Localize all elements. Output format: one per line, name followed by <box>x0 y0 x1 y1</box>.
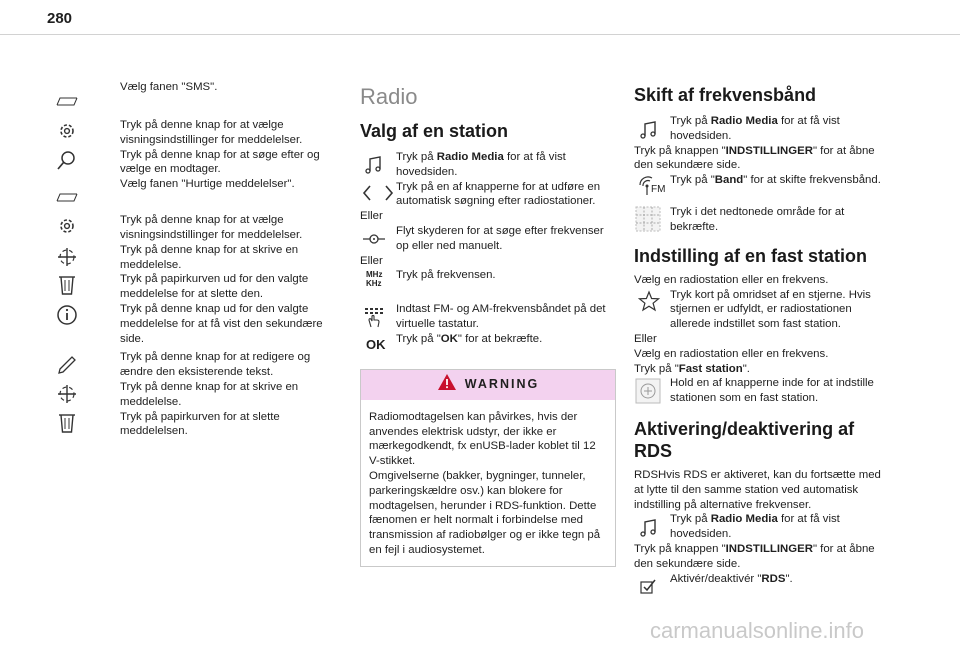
star-icon <box>638 290 660 312</box>
list-item: Indtast FM- og AM-frekvensbåndet på det virtuelle tastatur. <box>360 302 616 332</box>
list-item: Tryk på papirkurven for at slette meddelelsen. <box>87 410 335 440</box>
heading-station-select: Valg af en station <box>360 121 509 141</box>
list-item: Vælg fanen "SMS". <box>87 80 335 110</box>
warning-triangle-icon <box>437 373 457 396</box>
column-band: Skift af frekvensbånd Tryk på Radio Media for at få vist hovedsiden. Tryk på knappen "INDSTILLINGER" for at åbne den sekundære side. FM Tryk på "Band" for at skifte frekvensbånd. Tryk i det nedtonede område for at bekræfte. Indstilling af en fast station Vælg en radiostation eller en frekvens. Tryk kort på omridset af en stjerne. Hvis stjernen er udfyldt, er radiostationen allerede indstillet som fast station. Eller Vælg en radiostation eller en frekvens. Tryk på "Fast station". Hold en af knapperne inde for at indstille stationen som en fast station. Aktivering/deaktivering af RDS RDSHvis RDS er aktiveret, kan du fortsætte med at lytte til den samme station ved automatisk indstilling på alternative frekvenser. Tryk på Radio Media for at få vist hovedsiden. Tryk på knappen "INDSTILLINGER" for at åbne den sekundære side. Aktivér/deaktivér "RDS". <box>634 80 892 598</box>
or-text: Eller <box>360 210 383 223</box>
list-item: Tryk på en af knapperne for at udføre en automatisk søgning efter radiostationer. <box>360 180 616 210</box>
trash-icon <box>56 274 78 296</box>
list-item: Tryk i det nedtonede område for at bekræfte. <box>634 205 892 235</box>
ok-icon: OK <box>366 336 386 352</box>
list-item: Tryk på Radio Media for at få vist hovedsiden. <box>634 512 892 542</box>
list-item: Tryk på denne knap ud for den valgte meddelelse for at få vist den sekundære side. <box>87 302 335 346</box>
mhz-khz-icon: MHz KHz <box>366 270 383 289</box>
add-preset-icon <box>635 378 661 404</box>
keypad-icon <box>363 306 385 328</box>
trash-icon <box>56 412 78 434</box>
list-item: Tryk på denne knap for at vælge visningsindstillinger for meddelelser. <box>87 213 335 243</box>
list-item: Tryk på Radio Media for at få vist hovedsiden. <box>360 150 616 180</box>
warning-box <box>360 369 616 567</box>
list-item: OK Tryk på "OK" for at bekræfte. <box>366 332 543 352</box>
radio-band-icon: FM <box>637 175 667 197</box>
section-title-radio: Radio <box>360 84 418 109</box>
list-item: Aktivér/deaktivér "RDS". <box>634 572 892 598</box>
write-icon <box>56 383 78 405</box>
list-item: Tryk på papirkurven ud for den valgte meddelelse for at slette den. <box>87 272 335 302</box>
warning-body: Radiomodtagelsen kan påvirkes, hvis der anvendes elektrisk udstyr, der ikke er mærkegodkendt, fx enUSB-lader koblet til 12 V-stikket. Omgivelserne (bakker, bygninger, tunneler, parkeringskældre osv.) kan blokere for modtagelsen, herunder i RDS-funktion. Dette fænomen er helt normalt i forbindelse med transmission af radiobølger og er ikke tegn på en fejl i audiosystemet. <box>369 410 601 556</box>
list-item: Tryk på denne knap for at søge efter og vælge en modtager. <box>87 148 335 178</box>
list-item: MHz KHz Tryk på frekvensen. <box>366 269 496 289</box>
info-icon <box>56 304 78 326</box>
warning-title: WARNING <box>464 377 540 392</box>
list-item: FM Tryk på "Band" for at skifte frekvensbånd. <box>634 173 892 203</box>
column-sms <box>87 80 335 439</box>
grid-area-icon <box>635 206 661 232</box>
heading-rds: Aktivering/deaktivering af RDS <box>634 418 855 461</box>
checkbox-icon <box>640 579 656 595</box>
list-item: Flyt skyderen for at søge efter frekvenser op eller ned manuelt. <box>360 224 616 254</box>
gear-icon <box>56 215 78 237</box>
column-radio <box>360 80 616 567</box>
list-item: Tryk på denne knap for at redigere og ændre den eksisterende tekst. <box>87 350 335 380</box>
watermark: carmanualsonline.info <box>650 618 865 643</box>
or-text: Eller <box>360 254 383 267</box>
list-item: Tryk på Radio Media for at få vist hovedsiden. <box>634 114 892 144</box>
search-icon <box>56 149 78 171</box>
list-item: Tryk på denne knap for at vælge visningsindstillinger for meddelelser. <box>87 118 335 148</box>
page-number: 280 <box>47 10 73 27</box>
list-item: Tryk kort på omridset af en stjerne. Hvis stjernen er udfyldt, er radiostationen allerede indstillet som fast station. <box>634 288 892 332</box>
music-note-icon <box>638 517 660 539</box>
music-note-icon <box>363 154 385 176</box>
tab-icon <box>56 182 78 204</box>
warning-header <box>361 370 615 400</box>
slider-icon <box>363 228 385 250</box>
list-item: Tryk på denne knap for at skrive en meddelelse. <box>87 243 335 273</box>
list-item: Hold en af knapperne inde for at indstille stationen som en fast station. <box>634 376 892 406</box>
pencil-icon <box>56 354 78 376</box>
music-note-icon <box>638 119 660 141</box>
list-item: Vælg fanen "Hurtige meddelelser". <box>87 177 335 207</box>
heading-band: Skift af frekvensbånd <box>634 85 817 105</box>
tab-icon <box>56 86 78 108</box>
heading-preset: Indstilling af en fast station <box>634 245 868 266</box>
header-divider <box>0 34 960 35</box>
list-item: Tryk på denne knap for at skrive en meddelelse. <box>87 380 335 410</box>
chevrons-icon <box>361 182 395 204</box>
write-icon <box>56 246 78 268</box>
gear-icon <box>56 120 78 142</box>
